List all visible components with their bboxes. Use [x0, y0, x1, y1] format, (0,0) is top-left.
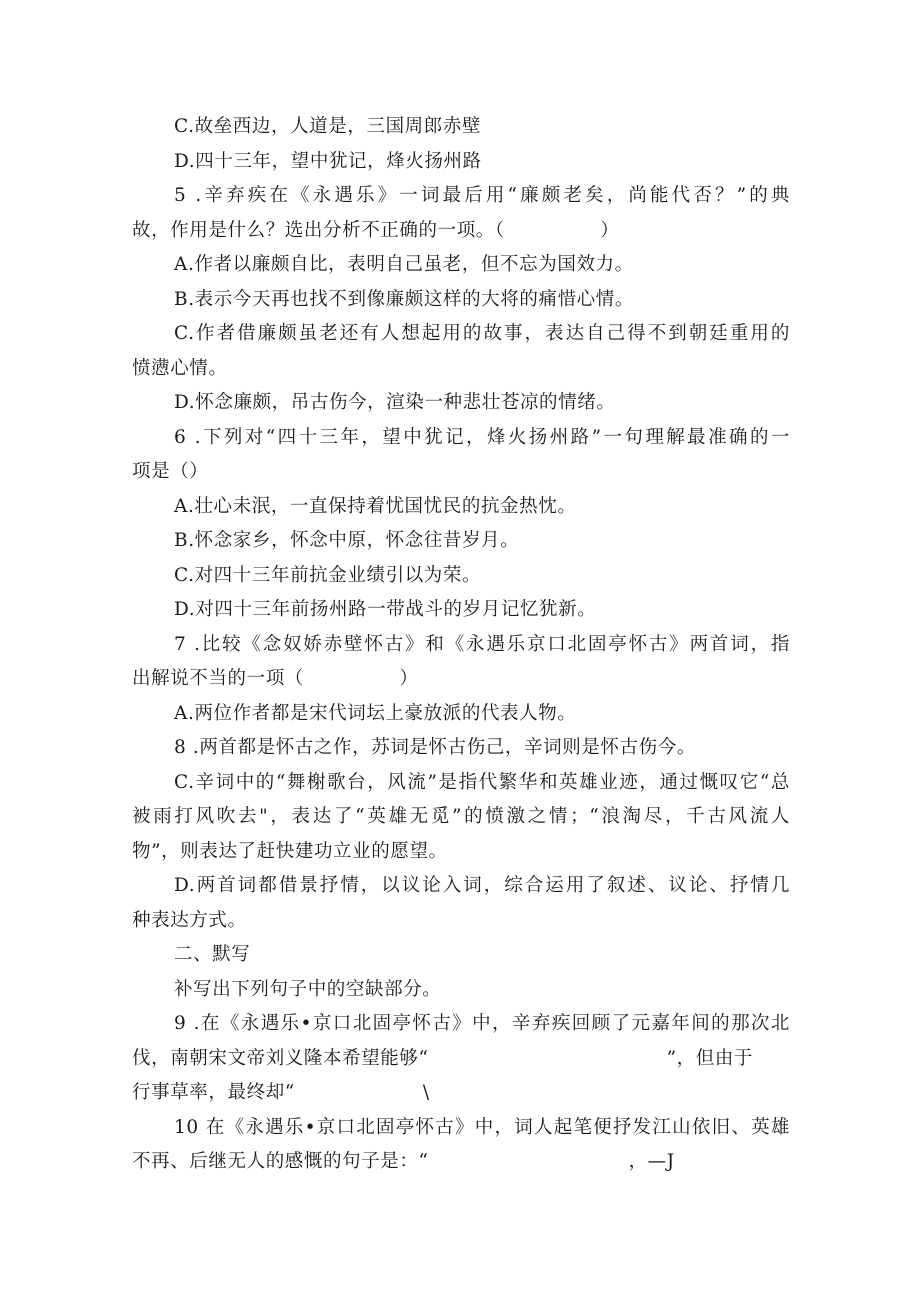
- question-9-line-1: 9 .在《永遇乐•京口北固亭怀古》中，辛弃疾回顾了元嘉年间的那次北: [174, 1013, 790, 1034]
- option-a: A.作者以廉颇自比，表明自己虽老，但不忘为国效力。: [174, 254, 634, 275]
- question-9-text: ”，但由于: [666, 1047, 754, 1069]
- question-9-line-3: [132, 1076, 790, 1111]
- question-6-line-1: 6 .下列对“四十三年，望中犹记，烽火扬州路”一句理解最准确的一: [174, 426, 790, 448]
- option-c-line-2: 被雨打风吹去"，表达了“英雄无觅”的愤激之情；“浪淘尽，千古风流人: [132, 806, 790, 827]
- option-c-line-2: 愤懑心情。: [132, 357, 228, 379]
- section-heading: 二、默写: [174, 944, 251, 965]
- question-6-line-2: 项是（）: [132, 461, 209, 482]
- option-d-line-2: 种表达方式。: [132, 909, 247, 931]
- question-7-line-1: 7 .比较《念奴娇赤壁怀古》和《永遇乐京口北固亭怀古》两首词，指: [174, 633, 790, 655]
- option-a: A.壮心未泯，一直保持着忧国忧民的抗金热忱。: [174, 495, 577, 517]
- option-b: B.怀念家乡，怀念中原，怀念往昔岁月。: [174, 530, 520, 551]
- option-a: A.两位作者都是宋代词坛上豪放派的代表人物。: [174, 702, 577, 724]
- option-c-line-1: C.作者借廉颇虽老还有人想起用的故事，表达自己得不到朝廷重用的: [174, 323, 790, 344]
- option-b: B.表示今天再也找不到像廉颇这样的大将的痛惜心情。: [174, 288, 634, 310]
- question-9-text: 行事草率，最终却“: [132, 1082, 295, 1103]
- document-page: [132, 110, 790, 1180]
- option-c-line-1: C.辛词中的“舞榭歌台，风流”是指代繁华和英雄业迹，通过慨叹它“总: [174, 771, 790, 793]
- question-5-line-2: 故，作用是什么？选出分析不正确的一项。（ ）: [132, 219, 620, 241]
- option-d: D.对四十三年前扬州路一带战斗的岁月记忆犹新。: [174, 599, 597, 620]
- option-d: D.怀念廉颇，吊古伤今，渲染一种悲壮苍凉的情绪。: [174, 392, 616, 413]
- question-9-text: 伐，南朝宋文帝刘义隆本希望能够“: [132, 1047, 429, 1069]
- option-d-line-1: D.两首词都借景抒情，以议论入词，综合运用了叙述、议论、抒情几: [174, 875, 790, 896]
- option-b: 8 .两首都是怀古之作，苏词是怀古伤己，辛词则是怀古伤今。: [174, 737, 696, 758]
- question-10-text: ，—J: [628, 1151, 675, 1172]
- question-9-mark: \: [422, 1082, 430, 1103]
- question-9-line-2: [132, 1042, 790, 1077]
- question-10-line-1: 10 在《永遇乐•京口北固亭怀古》中，词人起笔便抒发江山依旧、英雄: [174, 1116, 790, 1138]
- text-line: C.故垒西边，人道是，三国周郎赤壁: [174, 116, 482, 137]
- question-7-line-2: 出解说不当的一项（ ）: [132, 668, 419, 689]
- text-line: D.四十三年，望中犹记，烽火扬州路: [174, 150, 482, 172]
- option-c-line-3: 物”，则表达了赶快建功立业的愿望。: [132, 840, 448, 862]
- question-5-line-1: 5 .辛弃疾在《永遇乐》一词最后用“廉颇老矣，尚能代否？”的典: [174, 185, 790, 206]
- question-10-line-2: [132, 1145, 790, 1180]
- question-10-text: 不再、后继无人的感慨的句子是：“: [132, 1151, 429, 1172]
- option-c: C.对四十三年前抗金业绩引以为荣。: [174, 564, 482, 586]
- section-instruction: 补写出下列句子中的空缺部分。: [174, 978, 442, 1000]
